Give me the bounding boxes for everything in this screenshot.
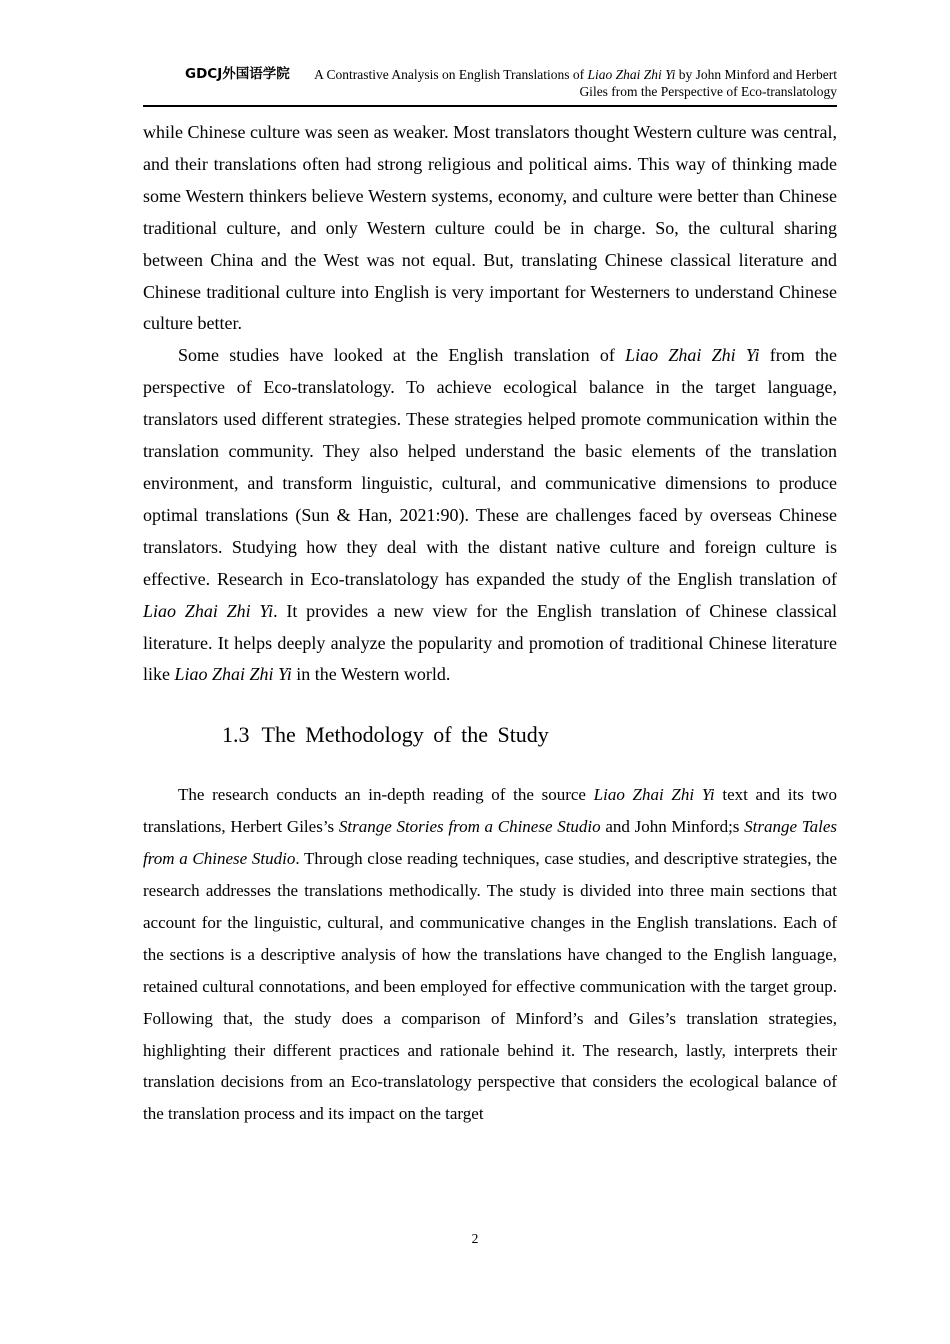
text-run: and John Minford;s: [600, 817, 745, 837]
book-title-italic: Strange Stories from a Chinese Studio: [338, 817, 601, 837]
title-text-run: A Contrastive Analysis on English Translations of: [314, 67, 588, 82]
book-title-italic: Liao Zhai Zhi Yi: [143, 600, 274, 621]
text-run: Some studies have looked at the English translation of: [178, 345, 626, 366]
text-run: from the perspective of Eco-translatology. To achieve ecological balance in the target language, translators used different strategies. These strategies helped promote communication within the translation community. They also helped understand the basic elements of the translation environment, and transform linguistic, cultural, and communicative dimensions to produce optimal translations (Sun & Han, 2021:90). These are challenges faced by overseas Chinese translators. Studying how they deal with the distant native culture and foreign culture is effective. Research in Eco-translatology has expanded the study of the English translation of: [143, 345, 837, 589]
page-footer: [0, 1231, 950, 1247]
running-title: [290, 66, 837, 100]
text-run: in the Western world.: [291, 664, 451, 685]
title-book-title-italic: Liao Zhai Zhi Yi: [587, 67, 676, 82]
page-body: [143, 117, 837, 1130]
book-title-italic: Liao Zhai Zhi Yi: [625, 345, 760, 366]
section-title: The Methodology of the Study: [261, 722, 549, 748]
text-run: . Through close reading techniques, case studies, and descriptive strategies, the research addresses the translations methodically. The study is divided into three main sections that account for the linguistic, cultural, and communicative changes in the English translations. Each of the sections is a descriptive analysis of how the translations have changed to the English language, retained cultural connotations, and been employed for effective communication with the target group. Following that, the study does a comparison of Minford’s and Giles’s translation strategies, highlighting their different practices and rationale behind it. The research, lastly, interprets their translation decisions from an Eco-translatology perspective that considers the ecological balance of the translation process and its impact on the target: [143, 849, 837, 1124]
paragraph: [143, 117, 837, 340]
text-run: while Chinese culture was seen as weaker. Most translators thought Western culture was central, and their translations often had strong religious and political aims. This way of thinking made some Western thinkers believe Western systems, economy, and culture were better than Chinese traditional culture, and only Western culture could be in charge. So, the cultural sharing between China and the West was not equal. But, translating Chinese classical literature and Chinese traditional culture into English is very important for Westerners to understand Chinese culture better.: [143, 122, 837, 334]
text-run: text and its two translations, Herbert Giles’s: [143, 785, 838, 837]
title-text-run: by John Minford and Herbert Giles from the Perspective of Eco-translatology: [579, 67, 837, 99]
section-number: 1.3: [222, 722, 250, 748]
header-divider: [143, 105, 837, 107]
page-number: 2: [471, 1231, 479, 1246]
section-heading: [222, 720, 837, 750]
header-row: [143, 66, 837, 100]
institution-name: GDCJ外国语学院: [185, 66, 290, 82]
text-run: The research conducts an in-depth reading of the source: [178, 785, 594, 805]
book-title-italic: Strange Tales from a Chinese Studio: [143, 817, 838, 869]
text-run: . It provides a new view for the English translation of Chinese classical literature. It helps deeply analyze the popularity and promotion of traditional Chinese literature like: [143, 600, 837, 685]
paragraph: [143, 779, 837, 1130]
page-header: [143, 66, 837, 107]
paragraph: [143, 340, 837, 691]
book-title-italic: Liao Zhai Zhi Yi: [174, 664, 292, 685]
book-title-italic: Liao Zhai Zhi Yi: [593, 785, 715, 805]
